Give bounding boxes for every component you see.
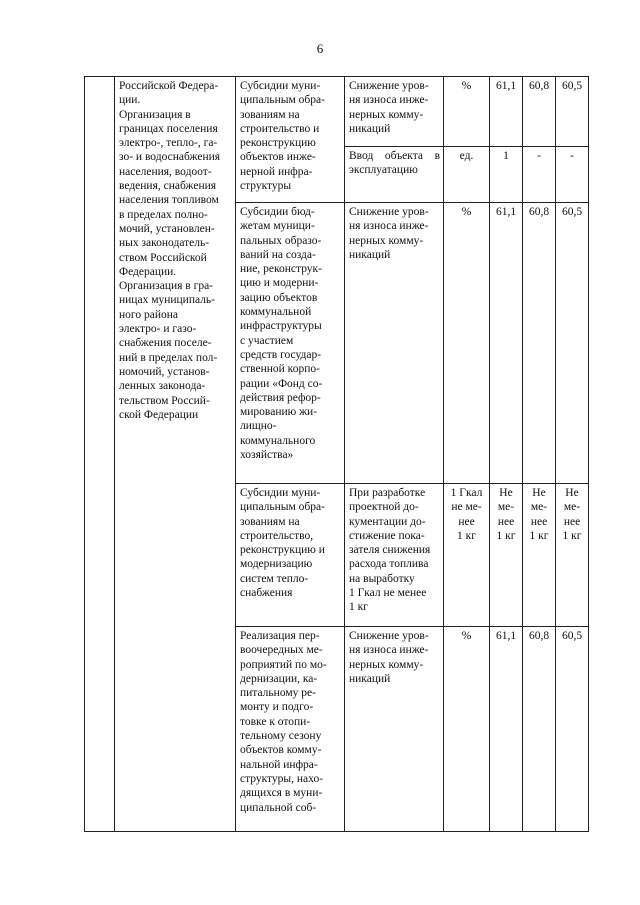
value-cell <box>523 77 556 147</box>
cell-text-line: 1 Гкал <box>450 487 483 499</box>
cell-text-line: При разработке <box>349 487 426 499</box>
cell-text-line: ципальным обра- <box>240 501 325 514</box>
value-cell <box>490 147 523 203</box>
cell-text-line: кументации до- <box>349 515 426 528</box>
cell-text-line: 1 кг <box>457 529 476 542</box>
value-cell <box>490 203 523 484</box>
cell-text-line: населения, водоот- <box>119 165 212 178</box>
cell-text-line: электро- и газо- <box>119 323 197 336</box>
cell-text-line: Субсидии бюд- <box>240 206 315 218</box>
goal-cell <box>115 77 236 832</box>
cell-text-line: снабжения поселе- <box>119 337 212 350</box>
cell-text-line: 60,5 <box>561 630 583 642</box>
cell-text-line: 61,1 <box>495 630 517 642</box>
cell-text-line: реконструкцию и <box>240 544 325 557</box>
cell-text-line: ваний на созда- <box>240 248 316 261</box>
cell-text-line: жетам муници- <box>240 220 315 233</box>
cell-text-line: 1 кг <box>562 529 582 542</box>
cell-text-line: тельством Россий- <box>119 394 210 407</box>
cell-text-line: монту и подго- <box>240 701 314 714</box>
cell-text-line: Снижение уров- <box>349 206 429 218</box>
cell-text-line: проектной до- <box>349 501 419 514</box>
cell-text-line: % <box>461 206 472 218</box>
indicator-cell <box>345 627 444 832</box>
cell-text-line: коммунального <box>240 434 316 447</box>
page-number: 6 <box>316 41 324 56</box>
value-cell <box>523 147 556 203</box>
cell-text-line: - <box>570 150 574 162</box>
cell-text-line: нее <box>530 515 548 528</box>
unit-cell <box>444 77 490 147</box>
cell-text-line: реконструкцию <box>240 137 316 150</box>
unit-cell <box>444 484 490 627</box>
measure-cell <box>236 203 345 484</box>
cell-text-line: структуры <box>240 180 292 193</box>
cell-text-line: никаций <box>349 672 391 685</box>
cell-text-line: эксплуатацию <box>349 164 418 177</box>
cell-text-line: границах поселения <box>119 122 218 135</box>
cell-text-line: номочий, установ- <box>119 365 210 378</box>
cell-text-line: населения топливом <box>119 194 219 207</box>
cell-text-line: нерных комму- <box>349 234 424 247</box>
value-cell <box>556 627 589 832</box>
cell-text-line: в пределах полно- <box>119 208 208 221</box>
cell-text-line: Снижение уров- <box>349 630 429 642</box>
value-cell <box>556 77 589 147</box>
cell-text-line: тельному сезону <box>240 730 322 743</box>
cell-text-line: строительство, <box>240 529 314 542</box>
indicators-table <box>84 76 589 832</box>
cell-text-line: нее <box>458 515 475 528</box>
cell-text-line: ции. <box>119 94 141 107</box>
cell-text-line: рации «Фонд со- <box>240 377 323 390</box>
cell-text-line: нее <box>497 515 515 528</box>
cell-text-line: 60,5 <box>561 206 583 218</box>
cell-text-line: ницах муниципаль- <box>119 294 216 307</box>
cell-text-line: ственной корпо- <box>240 363 320 376</box>
cell-text-line: ня износа инже- <box>349 220 429 233</box>
cell-text-line: роприятий по мо- <box>240 658 327 671</box>
cell-text-line: дящихся в муни- <box>240 787 323 800</box>
unit-cell <box>444 147 490 203</box>
cell-text-line: систем тепло- <box>240 572 309 585</box>
cell-text-line: 61,1 <box>495 80 517 92</box>
cell-text-line: ед. <box>459 150 474 162</box>
cell-text-line: мочий, установлен- <box>119 222 215 235</box>
cell-text-line: структуры, нахо- <box>240 772 324 785</box>
cell-text-line: 1 Гкал не менее <box>349 587 427 600</box>
unit-cell <box>444 627 490 832</box>
measure-cell <box>236 627 345 832</box>
cell-text-line: % <box>461 80 472 92</box>
cell-text-line: Реализация пер- <box>240 630 320 642</box>
cell-text-line: электро-, тепло-, га- <box>119 137 218 150</box>
value-cell <box>490 484 523 627</box>
cell-text-line: коммунальной <box>240 306 312 319</box>
cell-text-line: цию и модерни- <box>240 277 319 290</box>
cell-text-line: не ме- <box>451 501 482 514</box>
cell-text-line: ведения, снабжения <box>119 180 217 193</box>
value-cell <box>490 627 523 832</box>
cell-text-line: хозяйства» <box>240 449 294 462</box>
cell-text-line: нальной инфра- <box>240 758 318 771</box>
cell-text-line: 60,8 <box>528 630 550 642</box>
cell-text-line: с участием <box>240 334 294 347</box>
cell-text-line: ством Российской <box>119 251 207 264</box>
cell-text-line: ных законодатель- <box>119 237 210 250</box>
cell-text-line: Организация в <box>119 108 191 121</box>
cell-text-line: ме- <box>563 501 581 514</box>
cell-text-line: ние, реконструк- <box>240 263 322 276</box>
value-cell <box>490 77 523 147</box>
cell-text-line: питальному ре- <box>240 687 316 700</box>
cell-text-line: ний в пределах пол- <box>119 351 218 364</box>
cell-text-line: нерной инфра- <box>240 165 313 178</box>
cell-text-line: 1 <box>503 150 509 162</box>
value-cell <box>523 484 556 627</box>
cell-text-line: ня износа инже- <box>349 94 429 107</box>
cell-text-line: мированию жи- <box>240 406 318 419</box>
cell-text-line: расхода топлива <box>349 558 429 571</box>
cell-text-line: Субсидии муни- <box>240 80 321 92</box>
cell-text-line: зателя снижения <box>349 544 431 557</box>
number-cell <box>85 77 115 832</box>
measure-cell <box>236 484 345 627</box>
cell-text-line: лищно- <box>240 420 277 433</box>
cell-text-line: на выработку <box>349 572 415 585</box>
cell-text-line: товке к отопи- <box>240 715 311 728</box>
cell-text-line: объектов комму- <box>240 744 322 757</box>
cell-text-line: ской Федерации <box>119 408 199 421</box>
cell-text-line: нерных комму- <box>349 658 424 671</box>
cell-text-line: инфраструктуры <box>240 320 322 333</box>
cell-text-line: снабжения <box>240 587 293 600</box>
cell-text-line: воочередных ме- <box>240 644 323 657</box>
cell-text-line: 60,5 <box>561 80 583 92</box>
indicator-cell <box>345 203 444 484</box>
cell-text-line: 61,1 <box>495 206 517 218</box>
unit-cell <box>444 203 490 484</box>
cell-text-line: стижение пока- <box>349 529 425 542</box>
cell-text-line: модернизацию <box>240 558 313 571</box>
cell-text-line: 1 кг <box>529 529 549 542</box>
cell-text-line: зованиям на <box>240 515 300 528</box>
cell-text-line: 60,8 <box>528 206 550 218</box>
cell-text-line: 1 кг <box>496 529 516 542</box>
cell-text-line: строительство и <box>240 122 320 135</box>
cell-text-line: нее <box>563 515 581 528</box>
cell-text-line: никаций <box>349 248 391 261</box>
cell-text-line: действия рефор- <box>240 391 321 404</box>
value-cell <box>523 203 556 484</box>
cell-text-line: средств государ- <box>240 348 322 361</box>
table-row <box>85 77 589 147</box>
indicator-cell <box>345 484 444 627</box>
cell-text-line: ного района <box>119 308 178 321</box>
measure-cell <box>236 77 345 203</box>
cell-text-line: ципальным обра- <box>240 94 325 107</box>
indicator-cell <box>345 147 444 203</box>
cell-text-line: ципальной соб- <box>240 801 317 814</box>
value-cell <box>556 484 589 627</box>
cell-text-line: зо- и водоснабжения <box>119 151 221 164</box>
cell-text-line: дернизации, ка- <box>240 672 318 685</box>
cell-text-line: ленных законода- <box>119 380 206 393</box>
cell-text-line: - <box>537 150 541 162</box>
cell-text-line: Российской Федера- <box>119 80 219 92</box>
cell-text-line: Субсидии муни- <box>240 487 321 499</box>
cell-text-line: Не <box>532 487 546 499</box>
cell-text-line: ня износа инже- <box>349 644 429 657</box>
cell-text-line: Снижение уров- <box>349 80 429 92</box>
cell-text-line: ме- <box>497 501 515 514</box>
indicator-cell <box>345 77 444 147</box>
cell-text-line: % <box>461 630 472 642</box>
cell-text-line: ме- <box>530 501 548 514</box>
cell-text-line: пальных образо- <box>240 234 322 247</box>
value-cell <box>556 203 589 484</box>
cell-text-line: нерных комму- <box>349 108 424 121</box>
value-cell <box>556 147 589 203</box>
cell-text-line: 60,8 <box>528 80 550 92</box>
cell-text-line: Организация в гра- <box>119 280 214 293</box>
cell-text-line: объектов инже- <box>240 151 316 164</box>
cell-text-line: Не <box>565 487 579 499</box>
cell-text-line: Федерации. <box>119 265 177 278</box>
cell-text-line: никаций <box>349 122 391 135</box>
cell-text-line: зацию объектов <box>240 291 318 304</box>
cell-text-line: Ввод объекта в <box>349 150 440 162</box>
cell-text-line: Не <box>499 487 513 499</box>
value-cell <box>523 627 556 832</box>
cell-text-line: 1 кг <box>349 601 368 614</box>
cell-text-line: зованиям на <box>240 108 300 121</box>
